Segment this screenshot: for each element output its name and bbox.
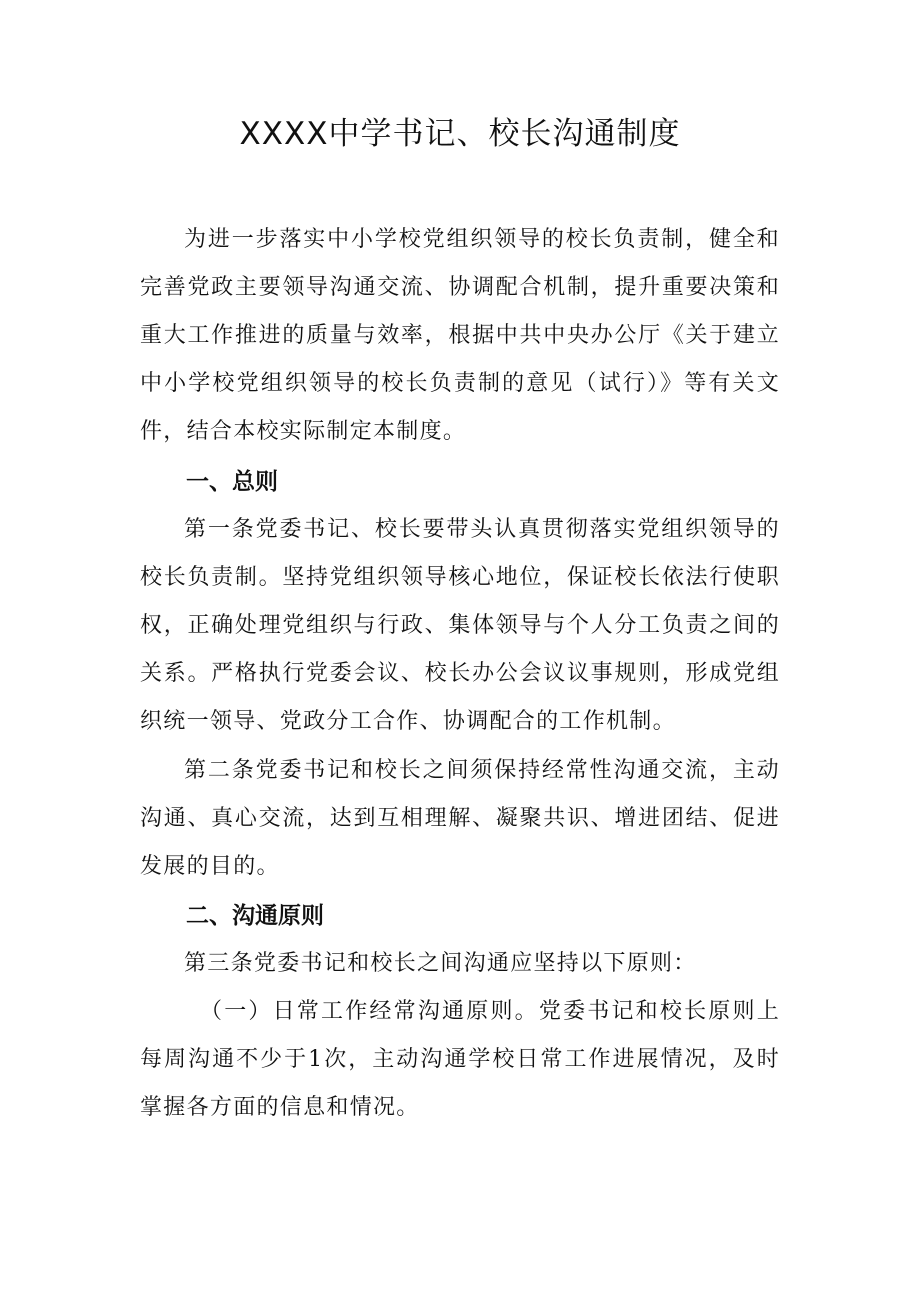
- intro-paragraph: 为进一步落实中小学校党组织领导的校长负责制，健全和完善党政主要领导沟通交流、协调配合机制，提升重要决策和重大工作推进的质量与效率，根据中共中央办公厅《关于建立中小学校党组织领导的校长负责制的意见（试行）》等有关文件，结合本校实际制定本制度。: [140, 227, 780, 444]
- document-title: XXXX中学书记、校长沟通制度: [239, 116, 681, 152]
- article-2-paragraph: 第二条党委书记和校长之间须保持经常性沟通交流，主动沟通、真心交流，达到互相理解、凝聚共识、增进团结、促进发展的目的。: [140, 758, 780, 879]
- principle-item-1: （一）日常工作经常沟通原则。党委书记和校长原则上每周沟通不少于1次，主动沟通学校日常工作进展情况，及时掌握各方面的信息和情况。: [140, 999, 780, 1120]
- article-1-paragraph: 第一条党委书记、校长要带头认真贯彻落实党组织领导的校长负责制。坚持党组织领导核心地位，保证校长依法行使职权，正确处理党组织与行政、集体领导与个人分工负责之间的关系。严格执行党委会议、校长办公会议议事规则，形成党组织统一领导、党政分工合作、协调配合的工作机制。: [140, 517, 780, 734]
- section-heading-general: 一、总则: [186, 469, 278, 495]
- article-3-paragraph: 第三条党委书记和校长之间沟通应坚持以下原则：: [184, 951, 697, 976]
- section-heading-principles: 二、沟通原则: [186, 903, 324, 929]
